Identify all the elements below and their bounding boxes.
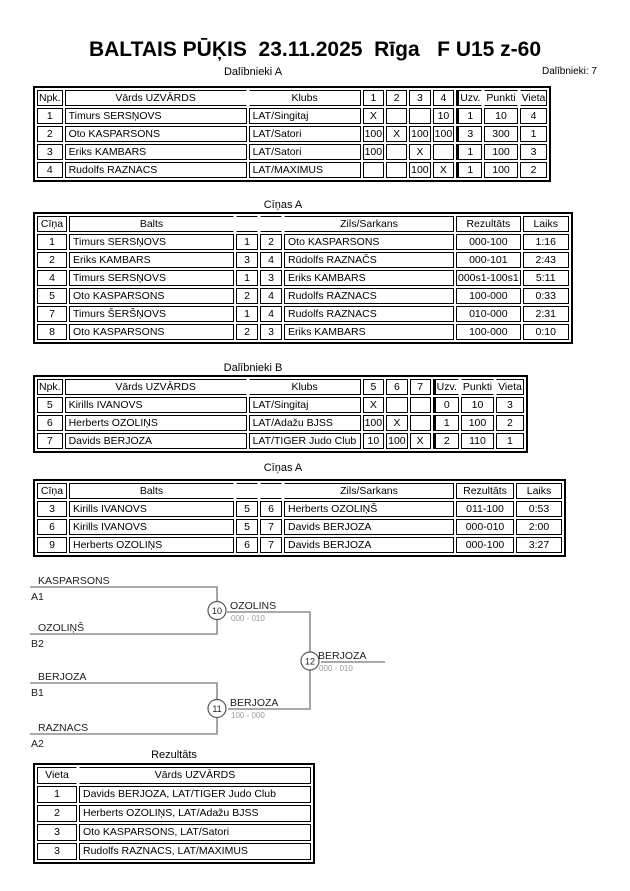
col-header: Npk. — [37, 379, 63, 395]
cell: 2:00 — [516, 519, 562, 535]
cell: 3 — [456, 126, 482, 142]
cell: LAT/Satori — [249, 144, 361, 160]
cell: X — [363, 108, 385, 124]
cell: 2:31 — [523, 306, 569, 322]
cell: 7 — [260, 519, 282, 535]
match-score: 100 - 000 — [231, 711, 265, 720]
cell: X — [410, 433, 431, 449]
fights-a-table — [33, 212, 573, 344]
cell: Oto KASPARSONS — [69, 324, 234, 340]
cell: 3 — [37, 501, 67, 517]
cell: 4 — [37, 162, 63, 178]
cell: Oto KASPARSONS — [65, 126, 247, 142]
cell: 100 — [363, 126, 385, 142]
cell: 10 — [433, 108, 455, 124]
table-header-row — [37, 90, 547, 106]
col-header: 3 — [409, 90, 431, 106]
table-row — [37, 270, 569, 286]
cell: Rudolfs RAZNACS — [284, 306, 454, 322]
match-number: 12 — [304, 656, 316, 667]
table-row — [37, 824, 311, 841]
col-header: Klubs — [249, 379, 361, 395]
participants-b-table — [33, 375, 528, 453]
match-number: 11 — [212, 704, 222, 714]
cell: 9 — [37, 537, 67, 553]
cell: LAT/TIGER Judo Club — [249, 433, 361, 449]
cell: 4 — [260, 252, 282, 268]
cell: 0:53 — [516, 501, 562, 517]
col-header: 7 — [410, 379, 431, 395]
table-header-row — [37, 483, 562, 499]
cell: 4 — [37, 270, 67, 286]
cell: 1 — [456, 144, 482, 160]
cell: 3 — [37, 144, 63, 160]
cell: 3 — [37, 843, 77, 860]
cell: X — [433, 162, 455, 178]
col-header: Cīņa — [37, 483, 67, 499]
cell: 100 — [484, 144, 517, 160]
col-header: Klubs — [249, 90, 361, 106]
cell: 2 — [260, 234, 282, 250]
col-header: Npk. — [37, 90, 63, 106]
cell: 4 — [260, 288, 282, 304]
cell: 1 — [37, 786, 77, 803]
cell: 5 — [37, 397, 63, 413]
cell: 6 — [37, 519, 67, 535]
col-header: Rezultāts — [456, 483, 514, 499]
cell: 10 — [363, 433, 385, 449]
cell: 4 — [520, 108, 548, 124]
cell: 10 — [484, 108, 517, 124]
cell: LAT/Singitaj — [249, 397, 361, 413]
col-header: Vieta — [496, 379, 524, 395]
col-header: Rezultāts — [456, 216, 521, 232]
table-row — [37, 252, 569, 268]
cell: 000s1-100s1 — [456, 270, 521, 286]
cell: 5:11 — [523, 270, 569, 286]
cell: 000-100 — [456, 537, 514, 553]
results-table — [33, 763, 315, 864]
cell: 1 — [236, 270, 258, 286]
table-row — [37, 397, 524, 413]
cell: Oto KASPARSONS — [69, 288, 234, 304]
cell: 1 — [37, 234, 67, 250]
cell: 100-000 — [456, 324, 521, 340]
cell: Kirills IVANOVS — [69, 519, 234, 535]
table-row — [37, 786, 311, 803]
col-header — [236, 483, 258, 499]
cell: Herberts OZOLIŅS, LAT/Adažu BJSS — [79, 805, 311, 822]
col-header — [236, 216, 258, 232]
cell: Davids BERJOZA — [284, 519, 454, 535]
cell: Eriks KAMBARS — [284, 324, 454, 340]
table-row — [37, 126, 547, 142]
bracket-line — [227, 612, 310, 709]
cell: Herberts OZOLIŅS — [69, 537, 234, 553]
cell: LAT/Adažu BJSS — [249, 415, 361, 431]
match-winner: OZOLINS — [230, 600, 277, 612]
match-winner: BERJOZA — [230, 697, 279, 709]
cell: Eriks KAMBARS — [65, 144, 247, 160]
col-header: Cīņa — [37, 216, 67, 232]
table-row — [37, 433, 524, 449]
cell: 000-101 — [456, 252, 521, 268]
cell: 300 — [484, 126, 517, 142]
match-score: 000 - 010 — [319, 664, 353, 673]
table-row — [37, 288, 569, 304]
cell: LAT/Singitaj — [249, 108, 361, 124]
cell: 2 — [37, 252, 67, 268]
col-header: Vārds UZVĀRDS — [65, 379, 247, 395]
table-row — [37, 306, 569, 322]
table-row — [37, 843, 311, 860]
cell — [386, 397, 408, 413]
table-header-row — [37, 767, 311, 784]
cell: 1 — [37, 108, 63, 124]
col-header: Vieta — [520, 90, 548, 106]
cell: 110 — [461, 433, 494, 449]
cell: 3 — [236, 252, 258, 268]
col-header: Uzv. — [433, 379, 459, 395]
cell: 2 — [520, 162, 548, 178]
col-header: 2 — [386, 90, 407, 106]
participants-a-table — [33, 86, 551, 182]
section-label-group-a: Dalībnieki A — [223, 66, 283, 78]
section-label-fights-a: Cīņas A — [263, 199, 303, 211]
cell: 2 — [236, 324, 258, 340]
col-header: Zils/Sarkans — [284, 483, 454, 499]
col-header: Laiks — [523, 216, 569, 232]
page-title: BALTAIS PŪĶIS 23.11.2025 Rīga F U15 z-60 — [88, 38, 542, 61]
cell: 100 — [461, 415, 494, 431]
cell — [386, 108, 407, 124]
cell: 2 — [496, 415, 524, 431]
cell: 000-100 — [456, 234, 521, 250]
cell: 1:16 — [523, 234, 569, 250]
match-score: 000 - 010 — [231, 614, 265, 623]
cell: 010-000 — [456, 306, 521, 322]
table-row — [37, 108, 547, 124]
cell: Timurs ŠERŠŅOVS — [69, 306, 234, 322]
cell — [410, 397, 431, 413]
cell: 3 — [496, 397, 524, 413]
cell: 100 — [484, 162, 517, 178]
section-label-results: Rezultāts — [151, 749, 197, 761]
cell: Rūdolfs RAZNAČS — [284, 252, 454, 268]
table-row — [37, 234, 569, 250]
table-row — [37, 415, 524, 431]
section-label-group-b: Dalībnieki B — [223, 362, 283, 374]
col-header: Uzv. — [456, 90, 482, 106]
bracket-entry-name: BERJOZA — [38, 671, 87, 683]
cell: Rudolfs RAZNACS, LAT/MAXIMUS — [79, 843, 311, 860]
cell: Eriks KAMBARS — [69, 252, 234, 268]
cell: Timurs SERSŅOVS — [69, 234, 234, 250]
cell — [386, 144, 407, 160]
cell: 8 — [37, 324, 67, 340]
bracket-entry-name: RAZNACS — [38, 722, 89, 734]
cell — [386, 162, 407, 178]
cell: 6 — [236, 537, 258, 553]
table-row — [37, 162, 547, 178]
cell — [433, 144, 455, 160]
cell: Davids BERJOZA — [65, 433, 247, 449]
cell: 1 — [520, 126, 548, 142]
col-header: Balts — [69, 216, 234, 232]
section-label-fights-b: Cīņas A — [263, 462, 303, 474]
cell: 100 — [409, 126, 431, 142]
cell: 5 — [37, 288, 67, 304]
cell: 7 — [37, 433, 63, 449]
cell: 1 — [433, 415, 459, 431]
cell: Davids BERJOZA, LAT/TIGER Judo Club — [79, 786, 311, 803]
table-row — [37, 537, 562, 553]
cell: X — [386, 126, 407, 142]
col-header: 5 — [363, 379, 385, 395]
cell: Eriks KAMBARS — [284, 270, 454, 286]
cell — [409, 108, 431, 124]
cell: X — [409, 144, 431, 160]
col-header: Zils/Sarkans — [284, 216, 454, 232]
cell: Herberts OZOLIŅŠ — [284, 501, 454, 517]
cell — [410, 415, 431, 431]
col-header: Vārds UZVĀRDS — [65, 90, 247, 106]
participants-count: Dalībnieki: 7 — [541, 66, 597, 77]
cell: 1 — [496, 433, 524, 449]
cell: 2 — [37, 805, 77, 822]
cell: 100 — [363, 415, 385, 431]
match-winner: BERJOZA — [318, 650, 367, 662]
cell: Rudolfs RAZNACS — [284, 288, 454, 304]
cell — [363, 162, 385, 178]
cell: Kirills IVANOVS — [69, 501, 234, 517]
table-header-row — [37, 216, 569, 232]
cell: 1 — [456, 162, 482, 178]
fights-b-table — [33, 479, 566, 557]
cell: 2 — [433, 433, 459, 449]
cell: 100 — [386, 433, 408, 449]
col-header: 6 — [386, 379, 408, 395]
cell: 1 — [236, 234, 258, 250]
col-header: Laiks — [516, 483, 562, 499]
col-header — [260, 483, 282, 499]
cell: 2:43 — [523, 252, 569, 268]
col-header: Vārds UZVĀRDS — [79, 767, 311, 784]
col-header: Punkti — [461, 379, 494, 395]
cell: 1 — [456, 108, 482, 124]
cell: LAT/Satori — [249, 126, 361, 142]
match-number: 10 — [211, 606, 223, 616]
bracket-entry-seed: A1 — [31, 591, 44, 603]
cell: 2 — [236, 288, 258, 304]
cell: Rudolfs RAZNACS — [65, 162, 247, 178]
cell: 7 — [37, 306, 67, 322]
cell: 100-000 — [456, 288, 521, 304]
col-header: 1 — [363, 90, 385, 106]
cell: Timurs SERSŅOVS — [65, 108, 247, 124]
cell: Oto KASPARSONS, LAT/Satori — [79, 824, 311, 841]
bracket-entry-seed: B1 — [31, 687, 44, 699]
cell: 3 — [260, 324, 282, 340]
cell: 0 — [433, 397, 459, 413]
cell: 3 — [260, 270, 282, 286]
bracket-entry-seed: A2 — [31, 738, 44, 750]
cell: 100 — [363, 144, 385, 160]
cell: 1 — [236, 306, 258, 322]
cell: Oto KASPARSONS — [284, 234, 454, 250]
cell: Herberts OZOLIŅS — [65, 415, 247, 431]
cell: LAT/MAXIMUS — [249, 162, 361, 178]
cell: 10 — [461, 397, 494, 413]
cell: 5 — [236, 501, 258, 517]
table-row — [37, 324, 569, 340]
cell: X — [363, 397, 385, 413]
cell: 7 — [260, 537, 282, 553]
cell: Kirills IVANOVS — [65, 397, 247, 413]
cell: 3 — [37, 824, 77, 841]
cell: Timurs SERSŅOVS — [69, 270, 234, 286]
col-header — [260, 216, 282, 232]
cell: 3 — [520, 144, 548, 160]
cell: 6 — [260, 501, 282, 517]
table-header-row — [37, 379, 524, 395]
cell: 2 — [37, 126, 63, 142]
cell: 4 — [260, 306, 282, 322]
table-row — [37, 144, 547, 160]
cell: 100 — [433, 126, 455, 142]
bracket-entry-seed: B2 — [31, 638, 44, 650]
cell: 0:33 — [523, 288, 569, 304]
col-header: Vieta — [37, 767, 77, 784]
table-row — [37, 519, 562, 535]
cell: 000-010 — [456, 519, 514, 535]
bracket-entry-name: KASPARSONS — [38, 575, 110, 587]
col-header: 4 — [433, 90, 455, 106]
col-header: Punkti — [484, 90, 517, 106]
cell: 100 — [409, 162, 431, 178]
cell: 5 — [236, 519, 258, 535]
cell: 011-100 — [456, 501, 514, 517]
cell: 0:10 — [523, 324, 569, 340]
cell: X — [386, 415, 408, 431]
cell: Davids BERJOZA — [284, 537, 454, 553]
bracket-entry-name: OZOLIŅŠ — [38, 622, 85, 634]
table-row — [37, 501, 562, 517]
table-row — [37, 805, 311, 822]
col-header: Balts — [69, 483, 234, 499]
cell: 3:27 — [516, 537, 562, 553]
cell: 6 — [37, 415, 63, 431]
